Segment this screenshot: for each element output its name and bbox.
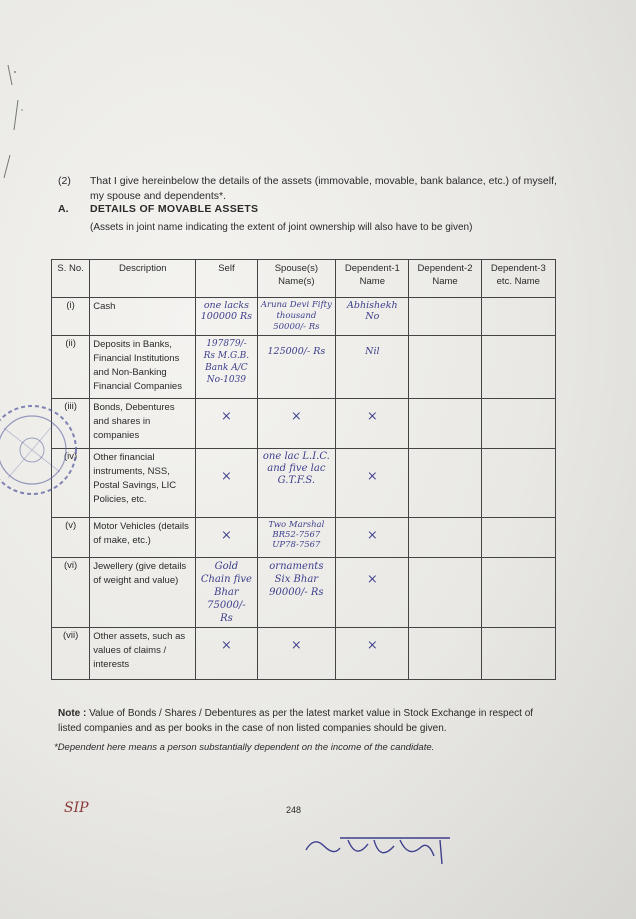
- row-sno: (v): [52, 518, 90, 558]
- cross-mark: ×: [366, 572, 378, 587]
- row-self: [196, 449, 257, 518]
- header-sno: S. No.: [52, 260, 90, 298]
- note-label: Note :: [58, 708, 87, 719]
- row-dependent-2: [409, 336, 481, 399]
- row-spouse: ornaments Six Bhar 90000/- Rs: [257, 558, 336, 628]
- table-row: [52, 518, 556, 558]
- cross-mark: ×: [220, 469, 232, 484]
- row-dependent-1: [336, 518, 409, 558]
- row-dependent-3: [481, 298, 555, 336]
- header-description: Description: [90, 260, 196, 298]
- row-description: Jewellery (give details of weight and value): [90, 558, 196, 628]
- row-description: Bonds, Debentures and shares in companies: [90, 399, 196, 449]
- row-dependent-1: [336, 628, 409, 680]
- row-dependent-2: [409, 518, 481, 558]
- header-dependent-2: Dependent-2 Name: [409, 260, 481, 298]
- cross-mark: ×: [220, 528, 232, 543]
- cross-mark: ×: [366, 528, 378, 543]
- row-dependent-3: [481, 558, 555, 628]
- section-label: A.: [58, 203, 69, 215]
- official-stamp: [0, 388, 84, 518]
- note-paragraph: [58, 706, 548, 736]
- row-dependent-2: [409, 449, 481, 518]
- page-number: 248: [286, 805, 302, 815]
- cross-mark: ×: [290, 638, 302, 653]
- row-spouse: one lac L.I.C. and five lac G.T.F.S.: [257, 449, 336, 518]
- table-header-row: [52, 260, 556, 298]
- table-row: [52, 449, 556, 518]
- row-self: [196, 628, 257, 680]
- row-description: Cash: [90, 298, 196, 336]
- row-self: one lacks 100000 Rs: [196, 298, 257, 336]
- table-row: [52, 298, 556, 336]
- row-sno: (vii): [52, 628, 90, 680]
- row-self: [196, 518, 257, 558]
- initials-signature: SIP: [64, 800, 89, 816]
- row-dependent-3: [481, 336, 555, 399]
- row-dependent-2: [409, 558, 481, 628]
- row-self: Gold Chain five Bhar 75000/- Rs: [196, 558, 257, 628]
- cross-mark: ×: [366, 638, 378, 653]
- scan-edge-marks: [0, 60, 30, 180]
- row-dependent-1: Nil: [336, 336, 409, 399]
- cross-mark: ×: [220, 409, 232, 424]
- table-row: [52, 399, 556, 449]
- row-spouse: Two Marshal BR52-7567 UP78-7567: [257, 518, 336, 558]
- movable-assets-table: [51, 259, 556, 680]
- row-sno: (vi): [52, 558, 90, 628]
- row-spouse: [257, 628, 336, 680]
- row-spouse: [257, 399, 336, 449]
- row-dependent-3: [481, 399, 555, 449]
- header-self: Self: [196, 260, 257, 298]
- row-sno: (iv): [52, 449, 90, 518]
- row-self: [196, 399, 257, 449]
- table-row: [52, 336, 556, 399]
- row-dependent-3: [481, 449, 555, 518]
- handwritten-signature: [300, 830, 470, 870]
- row-dependent-2: [409, 399, 481, 449]
- cross-mark: ×: [366, 409, 378, 424]
- row-description: Other financial instruments, NSS, Postal Savings, LIC Policies, etc.: [90, 449, 196, 518]
- table-row: [52, 558, 556, 628]
- table-row: [52, 628, 556, 680]
- row-spouse: Aruna Devi Fifty thousand 50000/- Rs: [257, 298, 336, 336]
- row-dependent-3: [481, 628, 555, 680]
- row-dependent-1: [336, 558, 409, 628]
- row-description: Other assets, such as values of claims / interests: [90, 628, 196, 680]
- cross-mark: ×: [220, 638, 232, 653]
- cross-mark: ×: [366, 469, 378, 484]
- intro-text: That I give hereinbelow the details of the assets (immovable, movable, bank balance, etc.) of myself, my spouse and dependents*.: [90, 175, 557, 202]
- header-spouse: Spouse(s) Name(s): [257, 260, 336, 298]
- row-dependent-2: [409, 628, 481, 680]
- header-dependent-3: Dependent-3 etc. Name: [481, 260, 555, 298]
- header-dependent-1: Dependent-1 Name: [336, 260, 409, 298]
- section-title: DETAILS OF MOVABLE ASSETS: [90, 203, 259, 215]
- row-description: Deposits in Banks, Financial Institutions and Non-Banking Financial Companies: [90, 336, 196, 399]
- row-dependent-1: [336, 449, 409, 518]
- row-spouse: 125000/- Rs: [257, 336, 336, 399]
- row-dependent-2: [409, 298, 481, 336]
- section-subtitle: (Assets in joint name indicating the extent of joint ownership will also have to be given): [90, 222, 473, 233]
- row-sno: (iii): [52, 399, 90, 449]
- intro-number: (2): [58, 175, 71, 187]
- row-sno: (i): [52, 298, 90, 336]
- dependent-footnote: *Dependent here means a person substantially dependent on the income of the candidate.: [54, 742, 435, 753]
- row-dependent-1: Abhishekh No: [336, 298, 409, 336]
- row-sno: (ii): [52, 336, 90, 399]
- note-text: Value of Bonds / Shares / Debentures as per the latest market value in Stock Exchange in respect of listed companies and as per books in the case of non listed companies should be given.: [58, 708, 534, 734]
- row-dependent-1: [336, 399, 409, 449]
- row-self: 197879/- Rs M.G.B. Bank A/C No-1039: [196, 336, 257, 399]
- cross-mark: ×: [290, 409, 302, 424]
- row-description: Motor Vehicles (details of make, etc.): [90, 518, 196, 558]
- row-dependent-3: [481, 518, 555, 558]
